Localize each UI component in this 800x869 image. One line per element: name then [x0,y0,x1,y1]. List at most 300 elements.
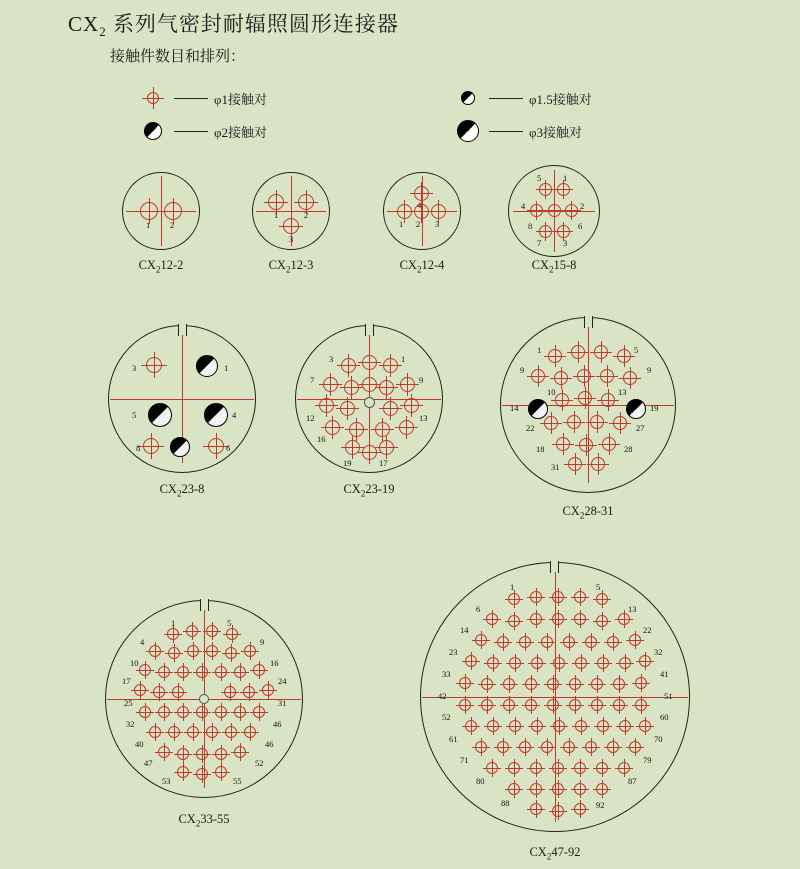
contact-r5-3 [602,437,616,451]
contact-number-4: 4 [140,637,145,647]
contact-f6 [244,726,256,738]
contact-number-92: 92 [596,800,605,810]
contact-row9-5 [574,762,586,774]
contact-number-16: 16 [317,434,326,444]
contact-h1 [177,766,189,778]
contact-row2-5 [574,613,586,625]
contact-number-12: 12 [306,413,315,423]
contact-row7-7 [597,720,609,732]
contact-e5 [215,706,227,718]
contact-row8-6 [585,741,597,753]
contact-row8-2 [497,741,509,753]
contact-r2-center [362,377,377,392]
caption-rest: 12-4 [421,258,445,272]
contact-row4-3 [509,657,521,669]
contact-number-4: 4 [521,201,526,211]
contact-4 [530,204,543,217]
contact-number-28: 31 [551,462,560,472]
contact-number-71: 71 [460,755,469,765]
contact-number-16: 16 [270,658,279,668]
connector-cx2-12-3 [252,172,330,250]
contact-r4-3 [375,422,390,437]
contact-number-9: 9 [520,365,525,375]
contact-number-1: 1 [510,582,515,592]
contact-number-27: 28 [624,444,633,454]
contact-center-hollow [364,397,375,408]
contact-number-55: 55 [233,776,242,786]
contact-r1-2 [362,355,377,370]
legend-dash-phi2 [174,131,208,132]
contact-row9-6 [596,762,608,774]
contact-a2 [186,625,198,637]
contact-d6 [262,684,274,696]
contact-number-79: 79 [643,755,652,765]
contact-number-5: 5 [634,345,639,355]
caption-cx2-33-55 [105,812,303,829]
contact-r5-1 [556,437,570,451]
caption-cx2-12-4 [383,258,461,275]
contact-row11-2 [552,805,564,817]
contact-row4-8 [619,657,631,669]
contact-d5 [243,686,255,698]
caption-rest: 28-31 [584,504,614,518]
contact-r1-1 [341,358,356,373]
contact-row10-1 [508,783,520,795]
title-prefix: CX [68,12,100,36]
connector-cx2-12-4 [383,172,461,250]
contact-row2-1 [486,613,498,625]
caption-cx2-12-2 [122,258,200,275]
contact-f1 [149,726,161,738]
contact-row6-8 [613,699,625,711]
contact-r4-2 [567,415,581,429]
contact-row5-9 [635,677,647,689]
contact-1 [557,183,570,196]
contact-2 [164,202,182,220]
connector-cx2-12-2 [122,172,200,250]
caption-prefix: CX [343,482,361,496]
contact-number-6: 6 [578,221,583,231]
axis-vertical [588,327,589,483]
caption-cx2-23-8 [108,482,256,499]
contact-row7-1 [465,720,477,732]
contact-number-41: 41 [660,669,669,679]
contact-a1 [167,628,179,640]
caption-cx2-12-3 [252,258,330,275]
contact-r4-3 [590,415,604,429]
title-rest: 系列气密封耐辐照圆形连接器 [106,12,399,36]
contact-number-51: 51 [664,691,673,701]
caption-rest: 23-8 [181,482,205,496]
phi1-5-contact-icon [455,85,481,111]
contact-4-large [204,403,228,427]
contact-d2 [153,686,165,698]
contact-number-1: 1 [171,618,176,628]
contact-row1-3 [552,591,564,603]
contact-c2 [158,666,170,678]
contact-number-80: 80 [476,776,485,786]
contact-number-32: 32 [126,719,135,729]
contact-c3 [177,666,189,678]
contact-d3 [172,686,184,698]
contact-row4-7 [597,657,609,669]
contact-5 [539,183,552,196]
legend-item-phi1 [140,85,267,111]
contact-center [548,204,561,217]
contact-r1-4 [617,349,631,363]
legend-item-phi2 [140,118,267,144]
contact-r2-1 [323,377,338,392]
title-subscript: 2 [99,24,107,40]
legend-label-phi3: φ3接触对 [529,124,583,140]
caption-cx2-15-8 [508,258,600,275]
contact-number-17: 17 [379,458,388,468]
contact-row2-3 [530,613,542,625]
contact-number-53: 53 [162,776,171,786]
contact-row7-4 [531,720,543,732]
contact-number-31: 31 [278,698,287,708]
contact-row7-6 [575,720,587,732]
caption-cx2-47-92 [420,845,690,862]
caption-prefix: CX [531,258,549,272]
contact-f5 [225,726,237,738]
caption-prefix: CX [178,812,196,826]
legend-dash-phi1 [174,98,208,99]
contact-row3-8 [629,634,641,646]
contact-1 [140,202,158,220]
contact-r2-3 [577,369,591,383]
contact-row5-1 [459,677,471,689]
contact-a4 [226,628,238,640]
connector-cx2-33-55 [105,600,303,798]
contact-number-4: 4 [232,410,237,420]
contact-number-22: 22 [643,625,652,635]
contact-7-large [170,437,190,457]
contact-h3 [215,766,227,778]
keyway-notch [200,599,209,611]
contact-2 [298,194,314,210]
contact-row6-7 [591,699,603,711]
contact-row4-9 [639,655,651,667]
contact-r3-3 [601,393,615,407]
contact-d1 [134,684,146,696]
contact-r6-2 [591,457,605,471]
contact-d4 [224,686,236,698]
section-subtitle: 接触件数目和排列： [110,49,246,65]
contact-18-large [626,399,646,419]
contact-r2-2 [344,380,359,395]
contact-3 [283,218,299,234]
phi1-contact-icon [140,85,166,111]
contact-row5-7 [591,678,603,690]
caption-sub: 2 [548,264,554,275]
contact-row1-5 [596,593,608,605]
contact-r3-2 [340,401,355,416]
contact-row6-3 [503,699,515,711]
contact-g3 [196,748,208,760]
contact-number-46: 46 [265,739,274,749]
contact-number-10: 10 [547,387,556,397]
contact-number-3: 3 [132,363,137,373]
caption-rest: 15-8 [553,258,577,272]
contact-row4-1 [465,655,477,667]
contact-row9-4 [552,762,564,774]
contact-r1-3 [383,358,398,373]
contact-number-5: 5 [537,173,542,183]
connector-cx2-15-8 [508,165,600,257]
contact-row2-4 [552,613,564,625]
contact-row10-5 [596,783,608,795]
keyway-notch [584,316,593,328]
connector-cx2-23-19 [295,325,443,473]
contact-g5 [234,746,246,758]
caption-rest: 23-19 [365,482,395,496]
contact-r4-4 [399,420,414,435]
contact-row2-6 [596,615,608,627]
contact-number-5: 5 [132,410,137,420]
contact-3 [146,357,162,373]
contact-row3-4 [541,636,553,648]
contact-b2 [168,647,180,659]
contact-number-8: 8 [136,443,141,453]
contact-number-2: 2 [416,219,421,229]
caption-sub: 2 [195,818,201,829]
contact-row5-2 [481,678,493,690]
contact-row1-2 [530,591,542,603]
contact-number-7: 7 [537,238,542,248]
contact-number-10: 10 [130,658,139,668]
contact-number-87: 87 [628,776,637,786]
caption-sub: 2 [285,264,291,275]
contact-e3 [177,706,189,718]
contact-f2 [168,726,180,738]
contact-7 [539,225,552,238]
contact-number-13: 13 [618,387,627,397]
contact-number-13: 13 [628,604,637,614]
contact-row6-2 [481,699,493,711]
contact-row4-2 [487,657,499,669]
contact-r4-4 [613,416,627,430]
contact-r2-3 [379,380,394,395]
connector-cx2-23-8 [108,325,256,473]
legend-label-phi1-5: φ1.5接触对 [529,91,592,107]
contact-number-33: 33 [442,669,451,679]
contact-row3-3 [519,636,531,648]
contact-number-3: 3 [329,354,334,364]
contact-row5-6 [569,678,581,690]
contact-row7-9 [639,720,651,732]
contact-row5-3 [503,678,515,690]
caption-cx2-23-19 [295,482,443,499]
contact-row4-4 [531,657,543,669]
contact-row6-1 [459,699,471,711]
contact-row5-8 [613,678,625,690]
caption-rest: 47-92 [551,845,581,859]
contact-row8-8 [629,741,641,753]
contact-c1 [139,664,151,676]
contact-number-88: 88 [501,798,510,808]
contact-row5-4 [525,678,537,690]
contact-row6-4 [525,699,537,711]
contact-number-1: 1 [563,173,568,183]
contact-number-2: 2 [304,210,309,220]
contact-3 [431,204,446,219]
contact-number-52: 52 [255,758,264,768]
contact-number-60: 60 [660,712,669,722]
contact-row5-5 [547,678,559,690]
caption-sub: 2 [176,488,182,499]
contact-row7-3 [509,720,521,732]
phi3-contact-icon [455,118,481,144]
caption-rest: 33-55 [200,812,230,826]
contact-6 [557,225,570,238]
caption-sub: 2 [360,488,366,499]
contact-a3 [206,625,218,637]
keyway-notch [178,324,187,336]
contact-r5-2 [379,440,394,455]
contact-e6 [234,706,246,718]
contact-number-4: 4 [417,200,422,210]
caption-prefix: CX [268,258,286,272]
contact-row8-1 [475,741,487,753]
contact-e2 [158,706,170,718]
contact-row11-1 [530,803,542,815]
contact-r2-4 [600,369,614,383]
contact-number-3: 3 [563,238,568,248]
caption-sub: 2 [155,264,161,275]
legend-dash-phi3 [489,131,523,132]
contact-center-hollow [199,694,209,704]
caption-sub: 2 [546,851,552,862]
contact-r2-2 [554,371,568,385]
contact-r5-2 [579,438,593,452]
contact-2 [565,204,578,217]
contact-f4 [206,726,218,738]
contact-1 [268,194,284,210]
contact-number-42: 42 [438,691,447,701]
caption-prefix: CX [562,504,580,518]
contact-number-6: 6 [226,443,231,453]
contact-row6-9 [635,699,647,711]
contact-e1 [139,706,151,718]
caption-cx2-28-31 [500,504,676,521]
contact-g2 [177,748,189,760]
contact-number-40b: 46 [273,719,282,729]
contact-b6 [244,645,256,657]
contact-c7 [253,664,265,676]
contact-r1-2 [571,345,585,359]
contact-r5-3 [362,445,377,460]
contact-r3-3 [383,401,398,416]
contact-row4-6 [575,657,587,669]
contact-5-large [148,403,172,427]
contact-number-47: 47 [144,758,153,768]
contact-b3 [187,645,199,657]
contact-number-3: 3 [435,219,440,229]
contact-row9-3 [530,762,542,774]
contact-number-2: 2 [170,220,175,230]
contact-r2-4 [400,377,415,392]
contact-number-13: 13 [419,413,428,423]
contact-row7-5 [553,720,565,732]
contact-row7-8 [619,720,631,732]
contact-6 [208,438,224,454]
contact-h2 [196,768,208,780]
contact-number-61: 61 [449,734,458,744]
contact-row10-2 [530,783,542,795]
contact-row10-3 [552,783,564,795]
caption-rest: 12-2 [160,258,184,272]
contact-number-1: 1 [401,354,406,364]
contact-8 [143,438,159,454]
contact-b1 [149,645,161,657]
contact-number-32: 32 [654,647,663,657]
contact-c6 [234,666,246,678]
contact-r4-1 [325,420,340,435]
contact-row8-5 [563,741,575,753]
contact-row8-7 [607,741,619,753]
contact-number-19: 19 [343,458,352,468]
contact-number-1: 1 [274,210,279,220]
contact-number-2: 2 [580,201,585,211]
contact-number-7: 7 [310,375,315,385]
legend-dash-phi1-5 [489,98,523,99]
contact-r3-1 [555,393,569,407]
caption-prefix: CX [138,258,156,272]
contact-number-40: 40 [135,739,144,749]
contact-number-70: 70 [654,734,663,744]
contact-number-14: 14 [510,403,519,413]
contact-row7-2 [487,720,499,732]
contact-e7 [253,706,265,718]
contact-f3 [187,726,199,738]
contact-row9-2 [508,762,520,774]
contact-number-52: 52 [442,712,451,722]
contact-row6-5 [547,699,559,711]
legend-label-phi2: φ2接触对 [214,124,268,140]
contact-number-6: 6 [476,604,481,614]
contact-4 [414,186,429,201]
contact-number-1: 1 [224,363,229,373]
contact-g4 [215,748,227,760]
caption-sub: 2 [416,264,422,275]
contact-number-17: 17 [122,676,131,686]
caption-prefix: CX [159,482,177,496]
contact-row6-6 [569,699,581,711]
contact-r4-1 [544,416,558,430]
contact-row3-5 [563,636,575,648]
caption-prefix: CX [399,258,417,272]
connector-cx2-28-31 [500,317,676,493]
connector-cx2-47-92 [420,562,690,832]
legend-label-phi1: φ1接触对 [214,91,268,107]
contact-number-18: 19 [650,403,659,413]
contact-number-25: 25 [124,698,133,708]
phi2-contact-icon [140,118,166,144]
contact-row8-3 [519,741,531,753]
legend-item-phi3 [455,118,582,144]
contact-row3-2 [497,636,509,648]
contact-number-1: 1 [537,345,542,355]
contact-r3-1 [319,398,334,413]
contact-number-9b: 9 [647,365,652,375]
contact-row1-4 [574,591,586,603]
contact-number-5: 5 [227,618,232,628]
contact-row3-6 [585,636,597,648]
contact-r1-1 [548,349,562,363]
contact-number-24: 18 [536,444,545,454]
contact-r4-2 [349,422,364,437]
